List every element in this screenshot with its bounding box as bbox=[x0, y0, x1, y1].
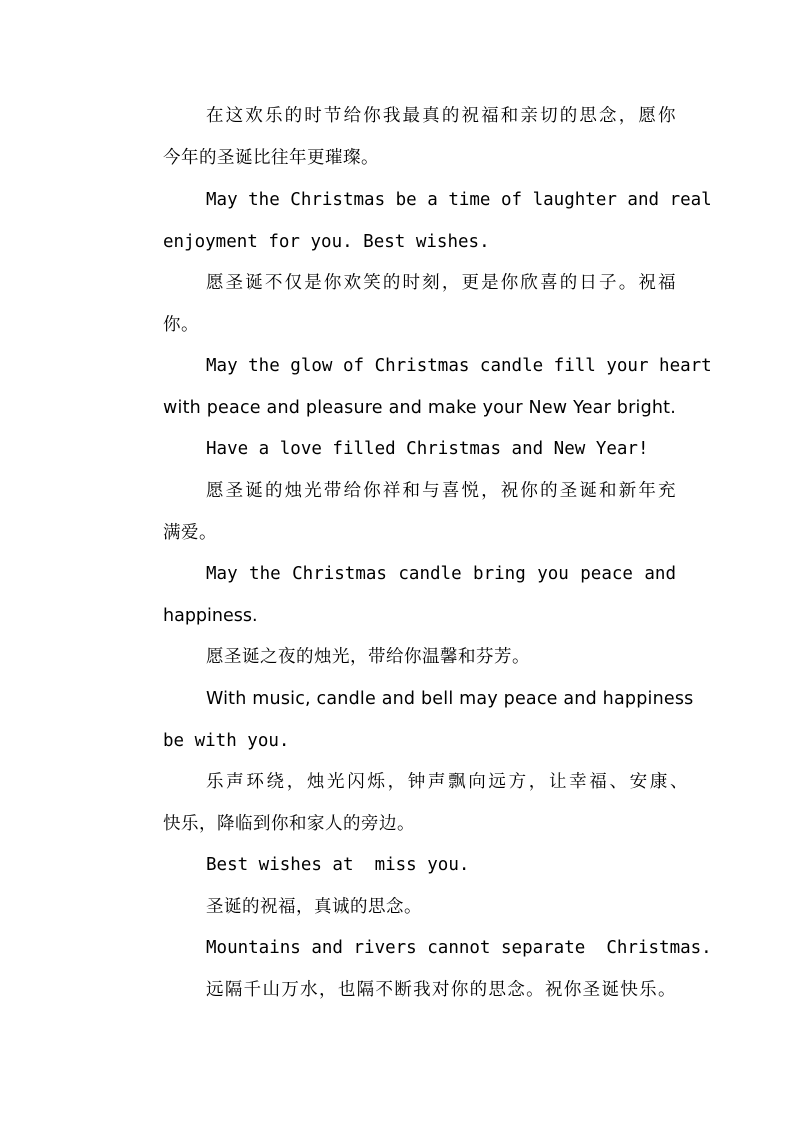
paragraph-line: May the Christmas candle bring you peace and bbox=[206, 564, 676, 584]
paragraph-line: with peace and pleasure and make your New Year bright. bbox=[163, 397, 676, 418]
paragraph-greeting-11 bbox=[120, 845, 676, 887]
paragraph-greeting-10 bbox=[120, 762, 688, 845]
paragraph-line: May the glow of Christmas candle fill your heart bbox=[206, 356, 712, 376]
paragraph-line: May the Christmas be a time of laughter and real bbox=[206, 190, 712, 210]
paragraph-greeting-13 bbox=[120, 928, 712, 970]
paragraph-line: enjoyment for you. Best wishes. bbox=[163, 231, 490, 252]
paragraph-line: 今年的圣诞比往年更璀璨。 bbox=[163, 147, 379, 168]
paragraph-line: be with you. bbox=[163, 730, 290, 751]
paragraph-line: 愿圣诞之夜的烛光，带给你温馨和芬芳。 bbox=[206, 647, 530, 667]
paragraph-greeting-1 bbox=[120, 96, 676, 179]
paragraph-greeting-8 bbox=[120, 637, 676, 679]
paragraph-line: Have a love filled Christmas and New Year! bbox=[206, 439, 649, 459]
paragraph-greeting-12 bbox=[120, 887, 676, 929]
paragraph-line: happiness. bbox=[163, 605, 258, 626]
paragraph-greeting-7 bbox=[120, 554, 676, 637]
paragraph-line: 愿圣诞不仅是你欢笑的时刻，更是你欣喜的日子。祝福 bbox=[206, 273, 676, 293]
paragraph-greeting-2 bbox=[120, 180, 712, 263]
paragraph-greeting-9 bbox=[120, 679, 694, 762]
paragraph-line: 在这欢乐的时节给你我最真的祝福和亲切的思念，愿你 bbox=[206, 106, 676, 126]
paragraph-greeting-14 bbox=[120, 970, 676, 1012]
paragraph-line: 远隔千山万水，也隔不断我对你的思念。祝你圣诞快乐。 bbox=[206, 980, 676, 1000]
paragraph-greeting-6 bbox=[120, 471, 676, 554]
paragraph-greeting-5 bbox=[120, 429, 676, 471]
paragraph-line: 乐声环绕，烛光闪烁，钟声飘向远方，让幸福、安康、 bbox=[206, 772, 688, 792]
paragraph-line: Best wishes at miss you. bbox=[206, 855, 470, 875]
paragraph-line: 你。 bbox=[163, 314, 199, 335]
paragraph-line: 快乐，降临到你和家人的旁边。 bbox=[163, 813, 415, 834]
paragraph-line: 圣诞的祝福，真诚的思念。 bbox=[206, 897, 422, 917]
paragraph-line: With music, candle and bell may peace and happiness bbox=[206, 689, 694, 709]
paragraph-line: 满爱。 bbox=[163, 522, 217, 543]
paragraph-line: 愿圣诞的烛光带给你祥和与喜悦，祝你的圣诞和新年充 bbox=[206, 481, 676, 501]
paragraph-greeting-3 bbox=[120, 263, 676, 346]
paragraph-greeting-4 bbox=[120, 346, 712, 429]
paragraph-line: Mountains and rivers cannot separate Christmas. bbox=[206, 938, 712, 958]
